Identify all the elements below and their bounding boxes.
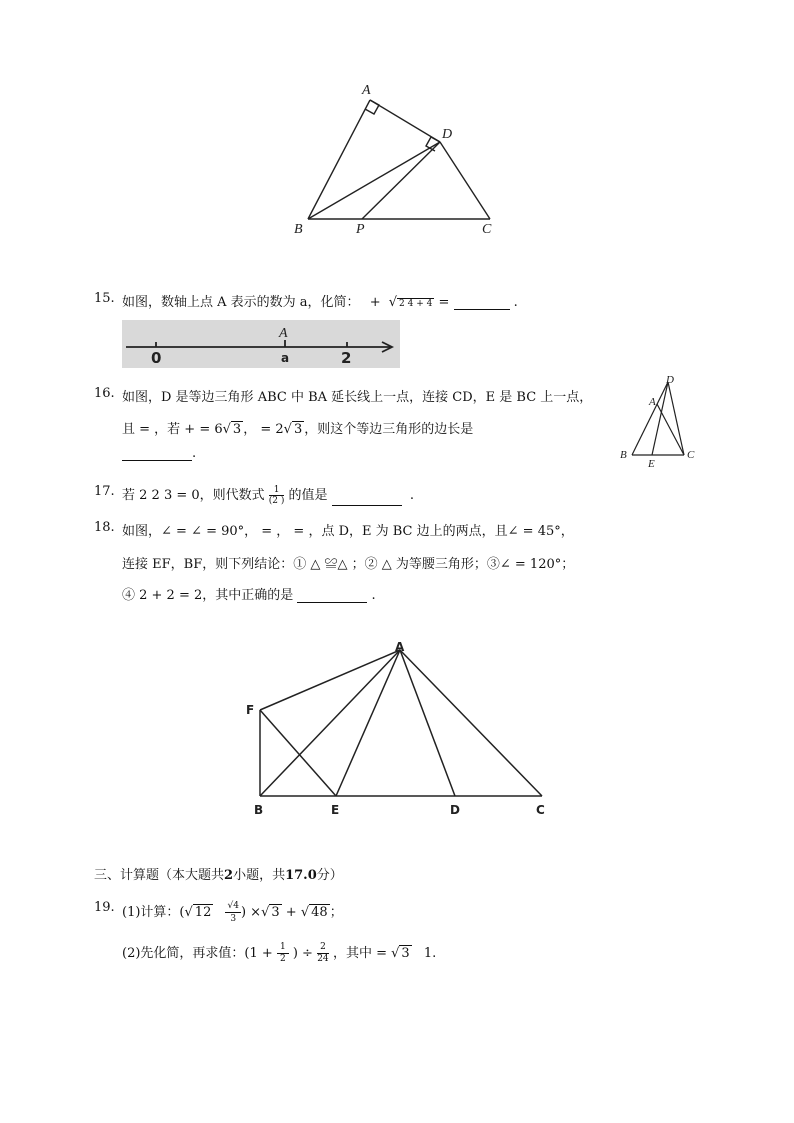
q17-text-a: 若 2 2 3 = 0，则代数式 — [122, 488, 265, 503]
label-d: D — [442, 127, 453, 142]
q16-line1: 如图，D 是等边三角形 ABC 中 BA 延长线上一点，连接 CD，E 是 BC 上一点， — [122, 390, 593, 405]
q15-number: 15. — [94, 291, 115, 306]
q16-label-d: D — [666, 374, 674, 386]
q15-end: . — [513, 295, 518, 310]
q17-fraction: $\frac{1}{(2 )}$ — [268, 485, 285, 506]
q16-line2 — [122, 418, 473, 437]
figure-triangle-afbc — [240, 638, 560, 820]
q18-label-d: D — [450, 803, 460, 817]
q18-line3 — [122, 584, 376, 603]
q18-end: . — [371, 588, 376, 603]
q15-radicand: 2 4 + 4 — [399, 299, 433, 309]
q19-number: 19. — [94, 900, 115, 915]
q15-prompt: 如图，数轴上点 A 表示的数为 a，化简： — [122, 295, 360, 310]
figure-equilateral-triangle — [618, 372, 702, 468]
q19-root48: √ 48 — [300, 905, 328, 920]
q16-label-a: A — [649, 396, 656, 408]
q18-label-c: C — [536, 803, 545, 817]
q16-line3 — [122, 446, 196, 461]
q17-end: . — [409, 488, 414, 503]
q19-root3: √ 3 — [261, 905, 280, 920]
label-c: C — [482, 222, 492, 237]
q17-text — [122, 484, 414, 506]
q16-label-b: B — [620, 449, 627, 461]
q16-end: . — [192, 446, 197, 461]
axis-label-a-upper: A — [279, 326, 288, 341]
q17-answer-blank[interactable] — [332, 491, 402, 506]
q19-part1: (1)计算：(√ 12 $\frac{√4}{3}$ ) ×√ 3 + √ 48 ； — [122, 901, 343, 924]
q17-number: 17. — [94, 484, 115, 499]
axis-label-a-lower: a — [281, 351, 290, 365]
number-line-figure — [122, 320, 400, 368]
q19-root12: √ 12 — [184, 905, 212, 920]
label-a: A — [362, 83, 371, 98]
q19-part2: (2)先化简，再求值：(1 + $\frac{1}{2}$ ) ÷ $\frac{2}{24}$ ，其中 = √ 3 1. — [122, 942, 437, 964]
q18-answer-blank[interactable] — [297, 588, 367, 603]
q15-text — [122, 291, 518, 310]
q16-line2-c: ，则这个等边三角形的边长是 — [304, 422, 474, 437]
q16-label-c: C — [687, 449, 695, 461]
q18-line1: 如图，∠ = ∠ = 90°， = ， = ，点 D，E 为 BC 边上的两点，且∠ = 45°， — [122, 524, 574, 539]
q17-text-b: 的值是 — [288, 488, 328, 503]
axis-tick-2: 2 — [341, 349, 352, 367]
q16-root3-b: √ 3 — [283, 422, 303, 437]
axis-tick-0: 0 — [151, 349, 162, 367]
figure-triangle-abdc — [290, 80, 510, 240]
q18-line3-a: ④ 2 + 2 = 2，其中正确的是 — [122, 588, 294, 603]
q18-label-e: E — [331, 803, 340, 817]
q16-line2-b: ， = 2 — [243, 422, 284, 437]
q19-frac1: $\frac{1}{2}$ — [277, 942, 289, 965]
q15-answer-blank[interactable] — [454, 295, 510, 310]
q16-label-e: E — [648, 458, 655, 470]
q18-label-f: F — [246, 703, 255, 717]
q18-number: 18. — [94, 520, 115, 535]
q19-root3b: √ 3 — [391, 946, 410, 961]
section-3-heading: 三、计算题（本大题共2小题，共17.0分） — [94, 868, 343, 883]
q16-number: 16. — [94, 386, 115, 401]
q18-label-b: B — [254, 803, 264, 817]
label-b: B — [294, 222, 303, 237]
q15-eq: = — [438, 295, 450, 310]
q16-answer-blank[interactable] — [122, 446, 192, 461]
q19-frac2: $\frac{2}{24}$ — [317, 942, 329, 964]
q16-line2-a: 且 = ，若 + = 6 — [122, 422, 223, 437]
q18-line2: 连接 EF，BF，则下列结论：① △ ≌△ ；② △ 为等腰三角形；③∠ = 120°； — [122, 557, 575, 572]
q15-root: √ 2 4 + 4 — [388, 295, 433, 310]
q16-root3-a: √ 3 — [222, 422, 242, 437]
q15-plus: + — [369, 295, 381, 310]
q18-label-a: A — [395, 640, 405, 654]
label-p: P — [356, 222, 365, 237]
q19-root4-frac: $\frac{√4}{3}$ — [227, 901, 239, 924]
